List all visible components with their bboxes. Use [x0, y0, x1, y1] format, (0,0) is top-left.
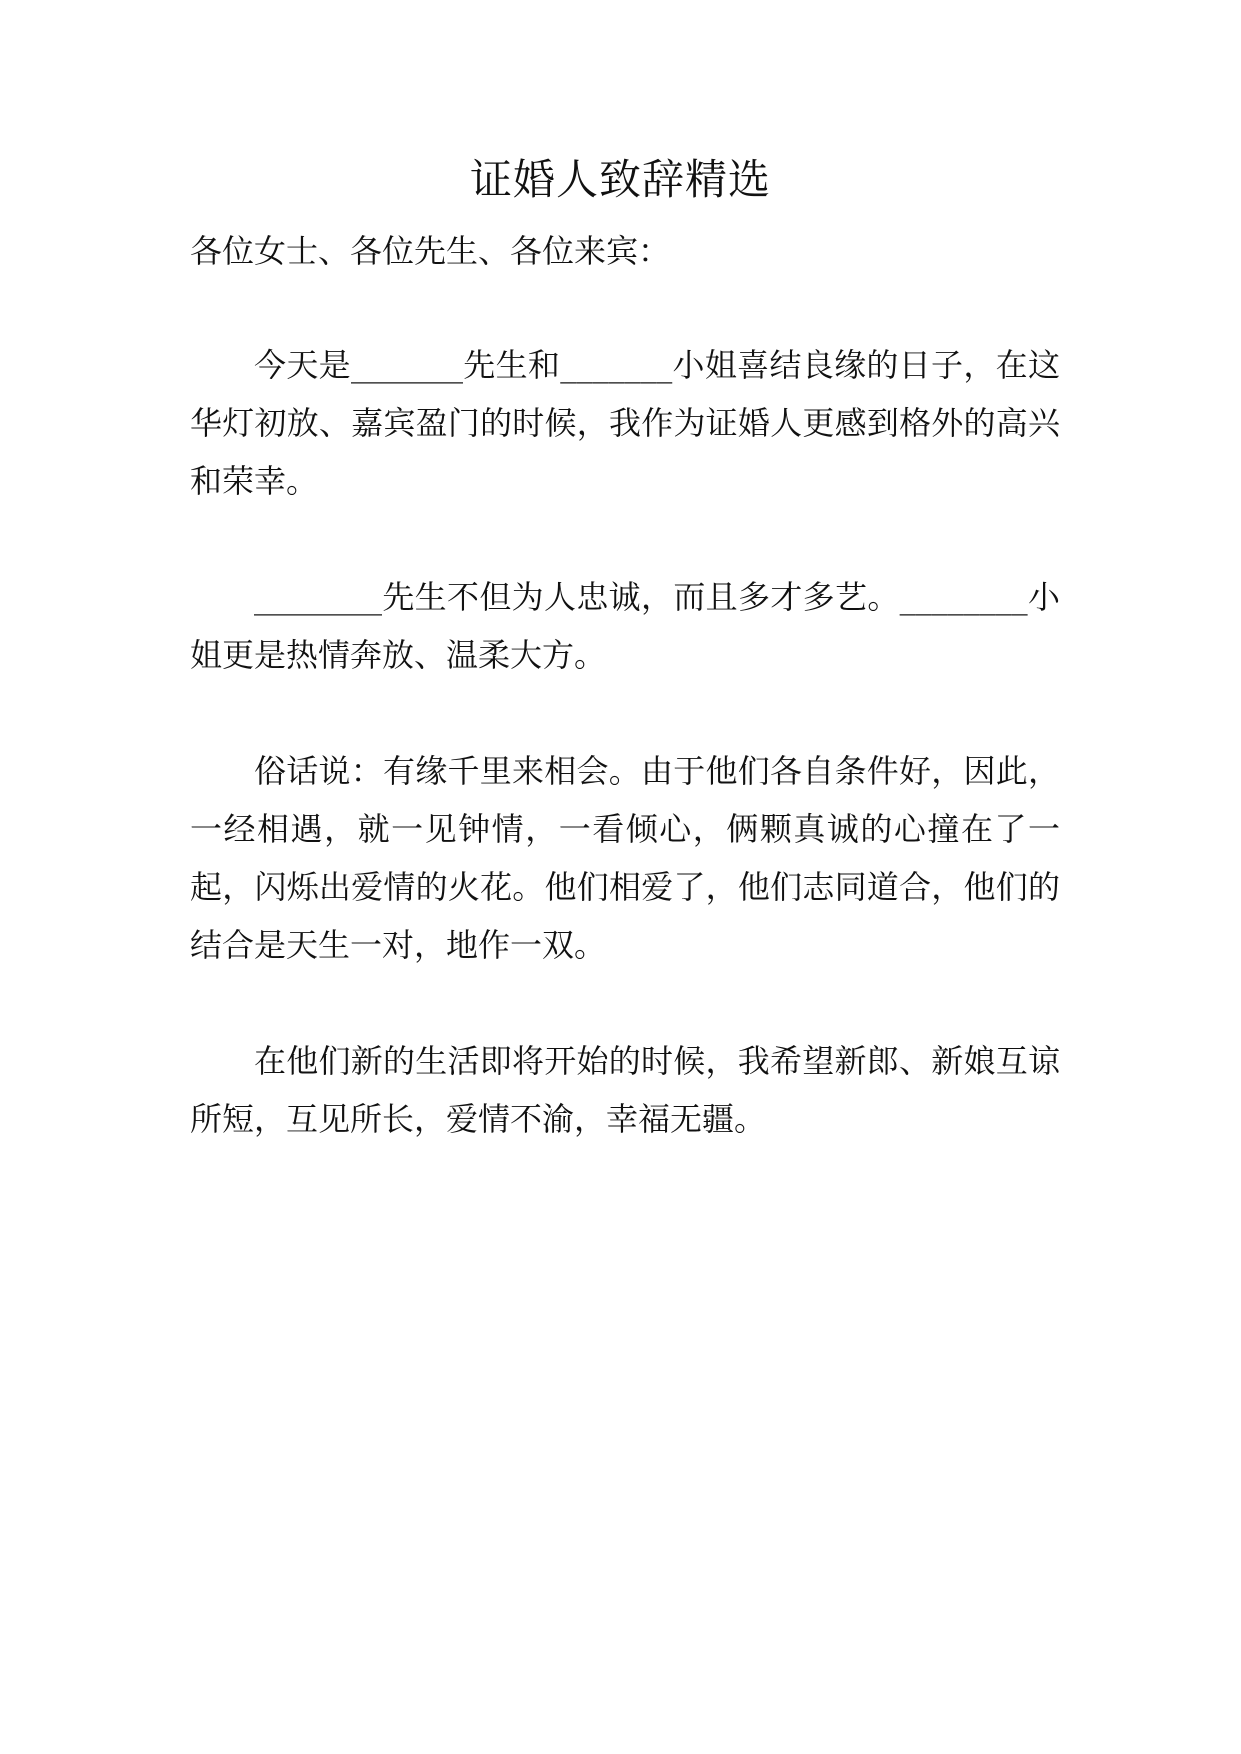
paragraph-wishes: 在他们新的生活即将开始的时候，我希望新郎、新娘互谅所短，互见所长，爱情不渝，幸福无疆。	[190, 1042, 1060, 1138]
document-body	[190, 222, 1060, 1206]
document-title: 证婚人致辞精选	[469, 155, 771, 204]
salutation: 各位女士、各位先生、各位来宾：	[190, 232, 671, 270]
paragraph-love-story: 俗话说：有缘千里来相会。由于他们各自条件好，因此，一经相遇，就一见钟情，一看倾心，俩颗真诚的心撞在了一起，闪烁出爱情的火花。他们相爱了，他们志同道合，他们的结合是天生一对，地作一双。	[190, 752, 1060, 964]
paragraph-couple-praise: ________先生不但为人忠诚，而且多才多艺。________小姐更是热情奔放、温柔大方。	[190, 578, 1060, 674]
paragraph-opening: 今天是_______先生和_______小姐喜结良缘的日子，在这华灯初放、嘉宾盈门的时候，我作为证婚人更感到格外的高兴和荣幸。	[190, 346, 1060, 500]
